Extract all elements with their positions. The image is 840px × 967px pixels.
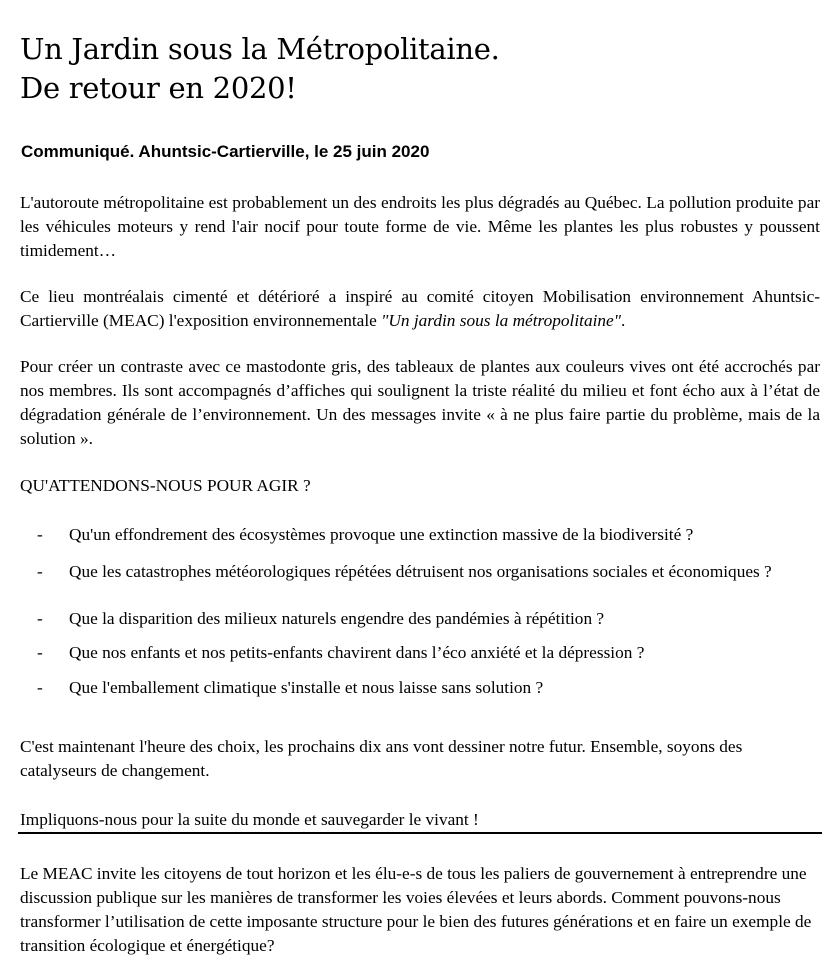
title-line-1: Un Jardin sous la Métropolitaine.: [20, 32, 500, 66]
exhibition-title: "Un jardin sous la métropolitaine": [381, 311, 621, 330]
paragraph-exhibition: [20, 285, 820, 333]
horizontal-rule: [18, 832, 822, 834]
paragraph-slogan: Impliquons-nous pour la suite du monde et sauvegarder le vivant !: [20, 810, 479, 829]
paragraph-exhibition-text: Ce lieu montréalais cimenté et détérioré a inspiré au comité citoyen Mobilisation environnement Ahuntsic-Cartierville (MEAC) l'exposition environnementale: [20, 287, 820, 330]
bullet-dash: -: [37, 643, 43, 662]
question-text: Que les catastrophes météorologiques répétées détruisent nos organisations sociales et économiques ?: [69, 562, 772, 581]
paragraph-call-to-change: C'est maintenant l'heure des choix, les prochains dix ans vont dessiner notre futur. Ensemble, soyons des catalyseurs de changement.: [20, 737, 743, 780]
paragraph-contrast: Pour créer un contraste avec ce mastodonte gris, des tableaux de plantes aux couleurs vives ont été accrochés par nos membres. Ils sont accompagnés d’affiches qui soulignent la triste réalité du milieu et font écho aux à l’état de dégradation générale de l’environnement. Un des messages invite « à ne plus faire partie du problème, mais de la solution ».: [20, 357, 820, 448]
question-heading: QU'ATTENDONS-NOUS POUR AGIR ?: [20, 476, 311, 495]
paragraph-exhibition-end: .: [620, 311, 626, 330]
bullet-dash: -: [37, 678, 43, 697]
bullet-dash: -: [37, 562, 43, 581]
question-text: Que l'emballement climatique s'installe et nous laisse sans solution ?: [69, 678, 544, 697]
question-text: Que nos enfants et nos petits-enfants chavirent dans l’éco anxiété et la dépression ?: [69, 643, 645, 662]
question-text: Qu'un effondrement des écosystèmes provoque une extinction massive de la biodiversité ?: [69, 525, 694, 544]
title-line-2: De retour en 2020!: [20, 71, 297, 105]
question-text: Que la disparition des milieux naturels engendre des pandémies à répétition ?: [69, 609, 605, 628]
paragraph-intro: L'autoroute métropolitaine est probablement un des endroits les plus dégradés au Québec. La pollution produite par les véhicules moteurs y rend l'air nocif pour toute forme de vie. Même les plantes les plus robustes y poussent timidement…: [20, 193, 820, 260]
paragraph-invitation: Le MEAC invite les citoyens de tout horizon et les élu-e-s de tous les paliers de gouvernement à entreprendre une discussion publique sur les manières de transformer les voies élevées et leurs abords. Comment pouvons-nous transformer l’utilisation de cette imposante structure pour le bien des futures générations et en faire un exemple de transition écologique et énergétique?: [20, 864, 812, 955]
document-title: [20, 30, 500, 108]
bullet-dash: -: [37, 525, 43, 544]
dateline: Communiqué. Ahuntsic-Cartierville, le 25 juin 2020: [21, 142, 430, 161]
bullet-dash: -: [37, 609, 43, 628]
